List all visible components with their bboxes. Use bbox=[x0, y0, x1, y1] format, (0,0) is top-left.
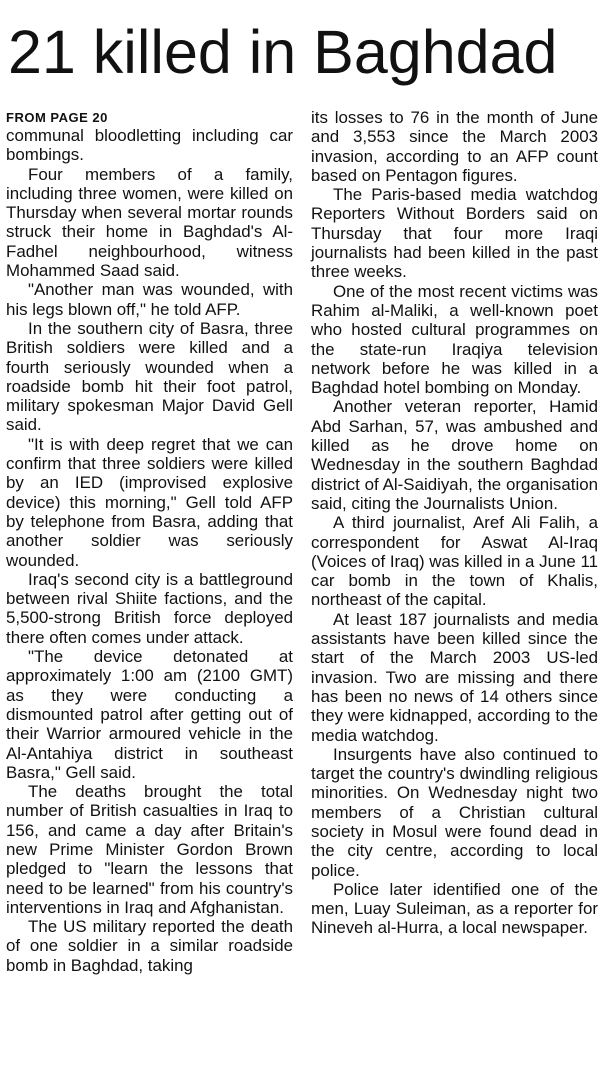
paragraph: At least 187 journalists and media assistants have been killed since the start of the March 2003 US-led invasion. Two are missing and there has been no news of 14 others since they were kidnapped, according to the media watchdog. bbox=[311, 609, 598, 745]
paragraph: A third journalist, Aref Ali Falih, a correspondent for Aswat Al-Iraq (Voices of Iraq) was killed in a June 11 car bomb in the town of Khalis, northeast of the capital. bbox=[311, 513, 598, 610]
paragraph: its losses to 76 in the month of June and 3,553 since the March 2003 invasion, according to an AFP count based on Pentagon figures. bbox=[311, 108, 598, 185]
paragraph: One of the most recent victims was Rahim al-Maliki, a well-known poet who hosted cultural programmes on the state-run Iraqiya television network before he was killed in a Baghdad hotel bombing on Monday. bbox=[311, 281, 598, 398]
paragraph: "Another man was wounded, with his legs blown off," he told AFP. bbox=[6, 280, 293, 319]
article-column-left bbox=[6, 108, 293, 975]
paragraph: communal bloodletting including car bombings. bbox=[6, 126, 293, 165]
paragraph: Another veteran reporter, Hamid Abd Sarhan, 57, was ambushed and killed as he drove home on Wednesday in the southern Baghdad district of Al-Saidiyah, the organisation said, citing the Journalists Union. bbox=[311, 397, 598, 513]
paragraph: Insurgents have also continued to target the country's dwindling religious minorities. On Wednesday night two members of a Christian cultural society in Mosul were found dead in the city centre, according to local police. bbox=[311, 744, 598, 880]
headline: 21 killed in Baghdad bbox=[8, 18, 558, 86]
paragraph: "It is with deep regret that we can confirm that three soldiers were killed by an IED (improvised explosive device) this morning," Gell told AFP by telephone from Basra, adding that another soldier was seriously wounded. bbox=[6, 434, 293, 570]
paragraph: The deaths brought the total number of British casualties in Iraq to 156, and came a day after Britain's new Prime Minister Gordon Brown pledged to "learn the lessons that need to be learned" from his country's interventions in Iraq and Afghanistan. bbox=[6, 782, 293, 917]
article-column-right bbox=[311, 108, 598, 938]
paragraph: The US military reported the death of one soldier in a similar roadside bomb in Baghdad, taking bbox=[6, 917, 293, 975]
paragraph: In the southern city of Basra, three British soldiers were killed and a fourth seriously wounded when a roadside bomb hit their foot patrol, military spokesman Major David Gell said. bbox=[6, 318, 293, 435]
paragraph: Police later identified one of the men, Luay Suleiman, as a reporter for Nineveh al-Hurra, a local newspaper. bbox=[311, 879, 598, 938]
jump-line: FROM PAGE 20 bbox=[6, 110, 108, 125]
paragraph: The Paris-based media watchdog Reporters Without Borders said on Thursday that four more Iraqi journalists had been killed in the past three weeks. bbox=[311, 185, 598, 282]
paragraph: Iraq's second city is a battleground between rival Shiite factions, and the 5,500-strong British force deployed there often comes under attack. bbox=[6, 569, 293, 647]
paragraph: "The device detonated at approximately 1:00 am (2100 GMT) as they were conducting a dismounted patrol after getting out of their Warrior armoured vehicle in the Al-Antahiya district in southeast Basra," Gell said. bbox=[6, 647, 293, 782]
paragraph: Four members of a family, including three women, were killed on Thursday when several mortar rounds struck their home in Baghdad's Al-Fadhel neighbourhood, witness Mohammed Saad said. bbox=[6, 164, 293, 281]
